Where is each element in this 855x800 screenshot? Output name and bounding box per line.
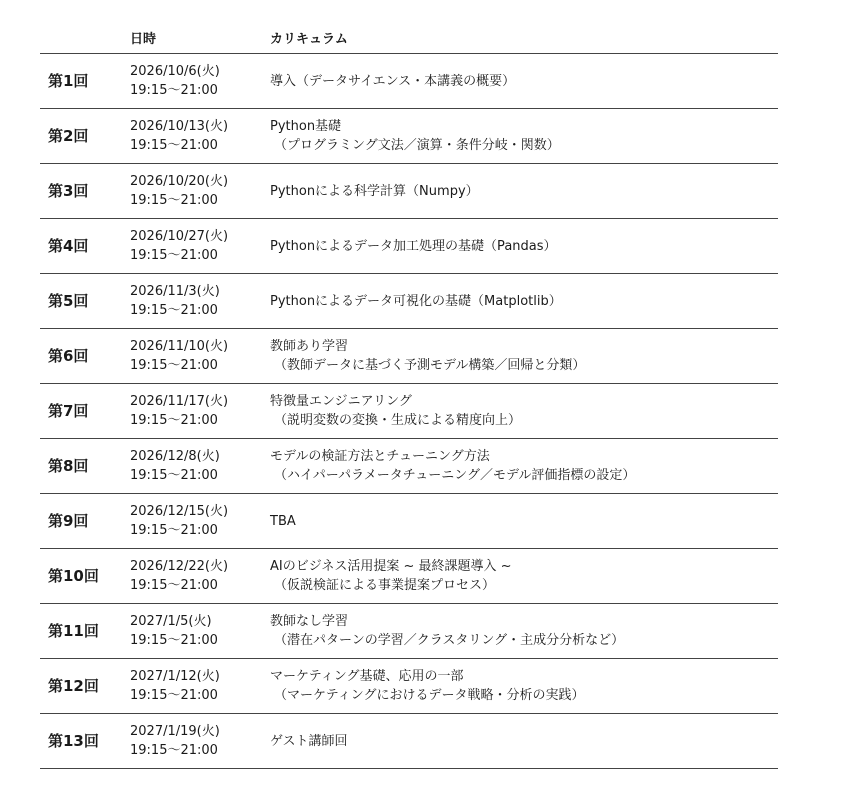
session-curriculum [270,732,778,751]
session-curriculum [270,117,778,155]
table-header [40,22,778,54]
session-detail: （ハイパーパラメータチューニング／モデル評価指標の設定） [274,468,636,483]
session-title: TBA [270,513,296,529]
session-date: 2026/10/27(火) [130,229,229,244]
session-time: 19:15〜21:00 [130,138,218,153]
session-datetime [130,557,270,595]
session-number: 第7回 [48,401,89,420]
session-curriculum [270,667,778,705]
session-title: Pythonによるデータ加工処理の基礎（Pandas） [270,238,557,254]
session-time: 19:15〜21:00 [130,743,218,758]
session-time: 19:15〜21:00 [130,193,218,208]
session-number: 第12回 [48,676,99,695]
session-number: 第11回 [48,621,99,640]
session-date: 2026/10/6(火) [130,64,220,79]
session-detail: （教師データに基づく予測モデル構築／回帰と分類） [274,358,586,373]
session-date: 2026/12/22(火) [130,559,229,574]
session-curriculum [270,447,778,485]
session-time: 19:15〜21:00 [130,523,218,538]
session-title: ゲスト講師回 [270,733,348,749]
table-row [40,604,778,659]
session-date: 2026/12/8(火) [130,449,220,464]
session-time: 19:15〜21:00 [130,248,218,263]
session-title: 特徴量エンジニアリング [270,394,412,409]
session-number: 第8回 [48,456,89,475]
session-date: 2026/12/15(火) [130,504,229,519]
session-curriculum [270,512,778,531]
session-number: 第3回 [48,181,89,200]
session-title: Pythonによるデータ可視化の基礎（Matplotlib） [270,293,562,309]
session-date: 2026/11/3(火) [130,284,220,299]
session-detail: （説明変数の変換・生成による精度向上） [274,413,522,428]
session-datetime [130,282,270,320]
session-datetime [130,447,270,485]
session-date: 2027/1/12(火) [130,669,220,684]
session-date: 2027/1/19(火) [130,724,220,739]
table-row [40,714,778,769]
session-time: 19:15〜21:00 [130,83,218,98]
curriculum-column-header: カリキュラム [270,32,348,47]
session-time: 19:15〜21:00 [130,633,218,648]
table-row [40,54,778,109]
session-date: 2026/10/20(火) [130,174,229,189]
session-detail: （プログラミング文法／演算・条件分岐・関数） [274,138,560,153]
table-row [40,109,778,164]
session-curriculum [270,72,778,91]
table-row [40,164,778,219]
session-datetime [130,502,270,540]
session-date: 2026/10/13(火) [130,119,229,134]
session-datetime [130,722,270,760]
session-datetime [130,117,270,155]
session-datetime [130,667,270,705]
session-number: 第4回 [48,236,89,255]
session-detail: （潜在パターンの学習／クラスタリング・主成分分析など） [274,633,625,648]
table-row [40,494,778,549]
session-number: 第6回 [48,346,89,365]
session-time: 19:15〜21:00 [130,413,218,428]
session-time: 19:15〜21:00 [130,688,218,703]
session-datetime [130,612,270,650]
session-curriculum [270,237,778,256]
session-time: 19:15〜21:00 [130,358,218,373]
session-date: 2026/11/10(火) [130,339,229,354]
session-title: AIのビジネス活用提案 ~ 最終課題導入 ~ [270,559,512,574]
session-date: 2027/1/5(火) [130,614,212,629]
table-row [40,274,778,329]
session-number: 第13回 [48,731,99,750]
session-number: 第10回 [48,566,99,585]
session-curriculum [270,182,778,201]
table-row [40,549,778,604]
session-number: 第1回 [48,71,89,90]
session-curriculum [270,612,778,650]
session-date: 2026/11/17(火) [130,394,229,409]
session-title: 教師あり学習 [270,339,349,354]
session-datetime [130,392,270,430]
date-column-header: 日時 [130,32,157,47]
session-curriculum [270,337,778,375]
schedule-table [40,22,778,769]
table-row [40,329,778,384]
session-time: 19:15〜21:00 [130,578,218,593]
session-time: 19:15〜21:00 [130,303,218,318]
session-datetime [130,227,270,265]
table-row [40,439,778,494]
session-datetime [130,62,270,100]
session-number: 第2回 [48,126,89,145]
table-row [40,384,778,439]
table-row [40,219,778,274]
session-title: モデルの検証方法とチューニング方法 [270,449,490,464]
session-datetime [130,172,270,210]
session-curriculum [270,392,778,430]
session-detail: （マーケティングにおけるデータ戦略・分析の実践） [274,688,585,703]
session-title: マーケティング基礎、応用の一部 [270,669,464,684]
session-detail: （仮説検証による事業提案プロセス） [274,578,496,593]
session-title: 教師なし学習 [270,614,349,629]
session-datetime [130,337,270,375]
session-number: 第5回 [48,291,89,310]
session-title: 導入（データサイエンス・本講義の概要） [270,73,516,89]
session-time: 19:15〜21:00 [130,468,218,483]
session-number: 第9回 [48,511,89,530]
table-row [40,659,778,714]
session-title: Python基礎 [270,119,342,134]
session-curriculum [270,292,778,311]
session-curriculum [270,557,778,595]
session-title: Pythonによる科学計算（Numpy） [270,183,479,199]
